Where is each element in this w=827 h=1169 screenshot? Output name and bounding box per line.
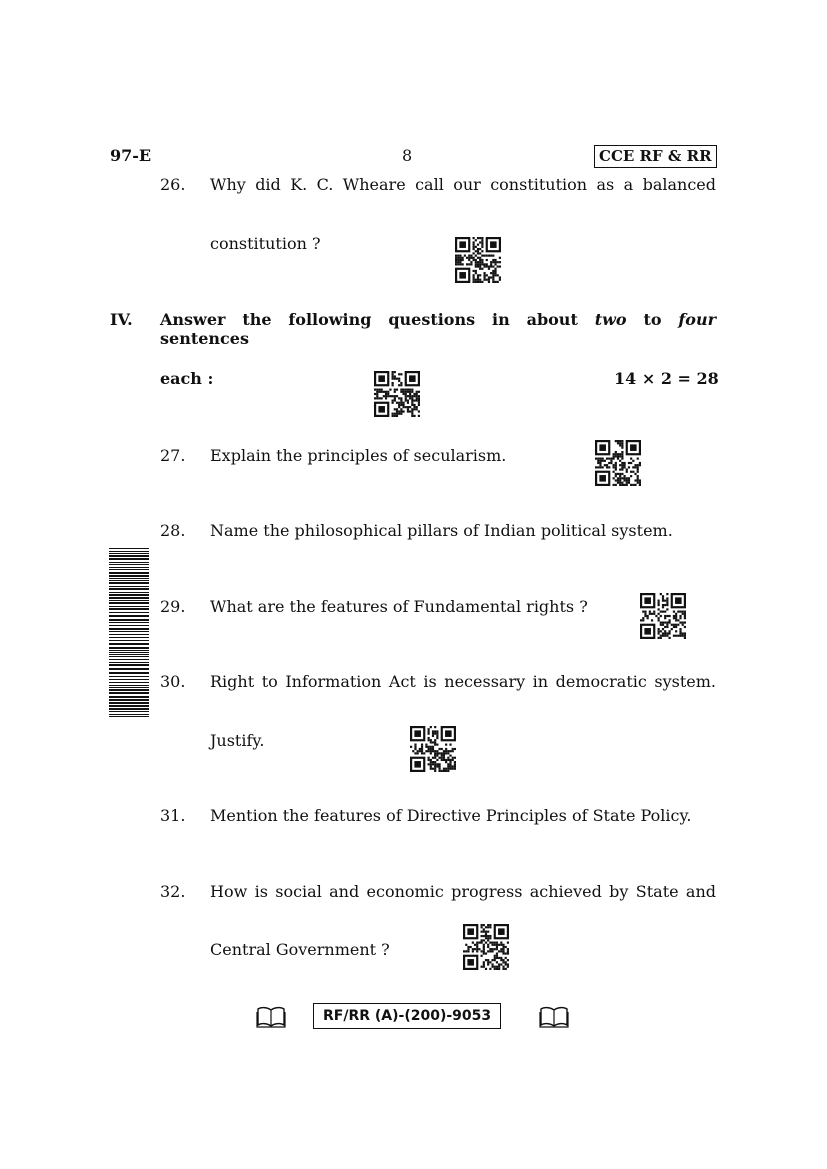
question-text-continued: constitution ? xyxy=(210,234,321,253)
section-instruction: Answer the following questions in about two to four sentences xyxy=(160,310,717,348)
question-text-continued: Justify. xyxy=(210,731,265,750)
question-number: 30. xyxy=(160,672,186,691)
open-book-icon xyxy=(539,1006,569,1028)
question-text: Right to Information Act is necessary in democratic system. xyxy=(210,672,716,691)
question-number: 27. xyxy=(160,446,186,465)
qr-code-icon xyxy=(455,237,501,283)
question-number: 28. xyxy=(160,521,186,540)
question-number: 26. xyxy=(160,175,186,194)
question-text-continued: Central Government ? xyxy=(210,940,390,959)
series-label: CCE RF & RR xyxy=(594,145,717,168)
barcode-icon xyxy=(109,548,149,718)
question-text: How is social and economic progress achieved by State and xyxy=(210,882,716,901)
open-book-icon xyxy=(256,1006,286,1028)
footer-code: RF/RR (A)-(200)-9053 xyxy=(313,1003,501,1029)
qr-code-icon xyxy=(463,924,509,970)
question-number: 29. xyxy=(160,597,186,616)
question-text: Explain the principles of secularism. xyxy=(210,446,507,465)
question-text: Name the philosophical pillars of Indian political system. xyxy=(210,521,673,540)
section-marks: 14 × 2 = 28 xyxy=(614,369,719,388)
qr-code-icon xyxy=(595,440,641,486)
question-number: 32. xyxy=(160,882,186,901)
qr-code-icon xyxy=(640,593,686,639)
qr-code-icon xyxy=(410,726,456,772)
qr-code-icon xyxy=(374,371,420,417)
question-number: 31. xyxy=(160,806,186,825)
page-number: 8 xyxy=(402,146,413,165)
section-number: IV. xyxy=(110,310,133,329)
question-text: Mention the features of Directive Principles of State Policy. xyxy=(210,806,692,825)
question-text: Why did K. C. Wheare call our constitution as a balanced xyxy=(210,175,716,194)
paper-code: 97-E xyxy=(110,146,152,165)
question-text: What are the features of Fundamental rights ? xyxy=(210,597,588,616)
section-instruction-continued: each : xyxy=(160,369,214,388)
